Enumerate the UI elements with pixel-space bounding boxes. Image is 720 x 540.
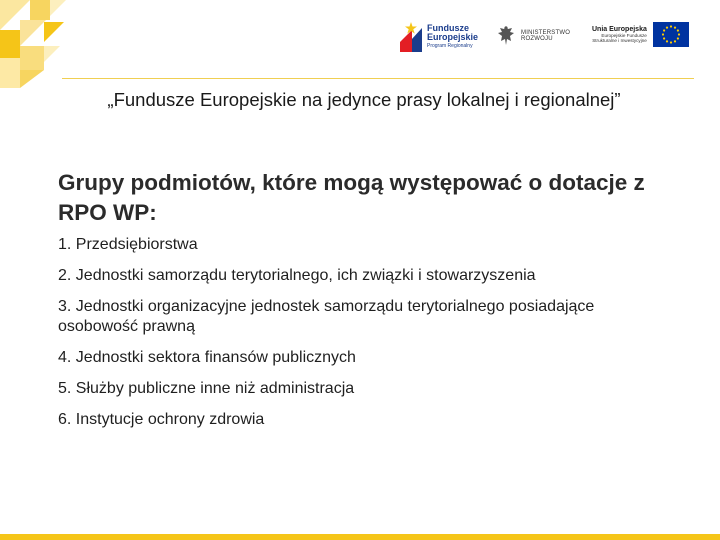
yellow-mosaic-decoration-icon [0, 0, 72, 88]
ministry-logo-line1: MINISTERSTWO [521, 29, 571, 36]
polish-eagle-icon [496, 24, 516, 48]
eu-logo-line1: Unia Europejska [592, 25, 647, 33]
fundusze-europejskie-star-icon [400, 20, 422, 52]
fe-logo-line2: Europejskie [427, 31, 479, 42]
fundusze-europejskie-logo [400, 20, 478, 52]
eligible-entities-list [58, 235, 678, 430]
list-item: 6. Instytucje ochrony zdrowia [58, 411, 265, 428]
eu-logo [592, 22, 689, 47]
header-divider [62, 78, 694, 79]
list-item: 5. Służby publiczne inne niż administracja [58, 380, 355, 397]
slide-title: „Fundusze Europejskie na jedynce prasy lokalnej i regionalnej” [107, 89, 621, 110]
bottom-accent-bar [0, 534, 720, 540]
list-item: 1. Przedsiębiorstwa [58, 236, 198, 253]
eu-flag-icon [653, 22, 689, 47]
eu-logo-line2: Europejskie Fundusze [601, 33, 647, 39]
section-heading: Grupy podmiotów, które mogą występować o dotacje z RPO WP: [58, 170, 645, 225]
list-item: 4. Jednostki sektora finansów publicznych [58, 349, 356, 366]
partner-logos [396, 18, 696, 60]
list-item: 3. Jednostki organizacyjne jednostek samorządu terytorialnego posiadające osobowość prawną [58, 298, 595, 335]
eu-logo-line3: Strukturalne i Inwestycyjne [592, 38, 647, 44]
ministry-logo [496, 24, 570, 48]
fe-logo-line3: Program Regionalny [427, 42, 473, 49]
ministry-logo-line2: ROZWOJU [521, 36, 553, 42]
fe-logo-line1: Fundusze [427, 22, 469, 33]
list-item: 2. Jednostki samorządu terytorialnego, ich związki i stowarzyszenia [58, 267, 536, 284]
